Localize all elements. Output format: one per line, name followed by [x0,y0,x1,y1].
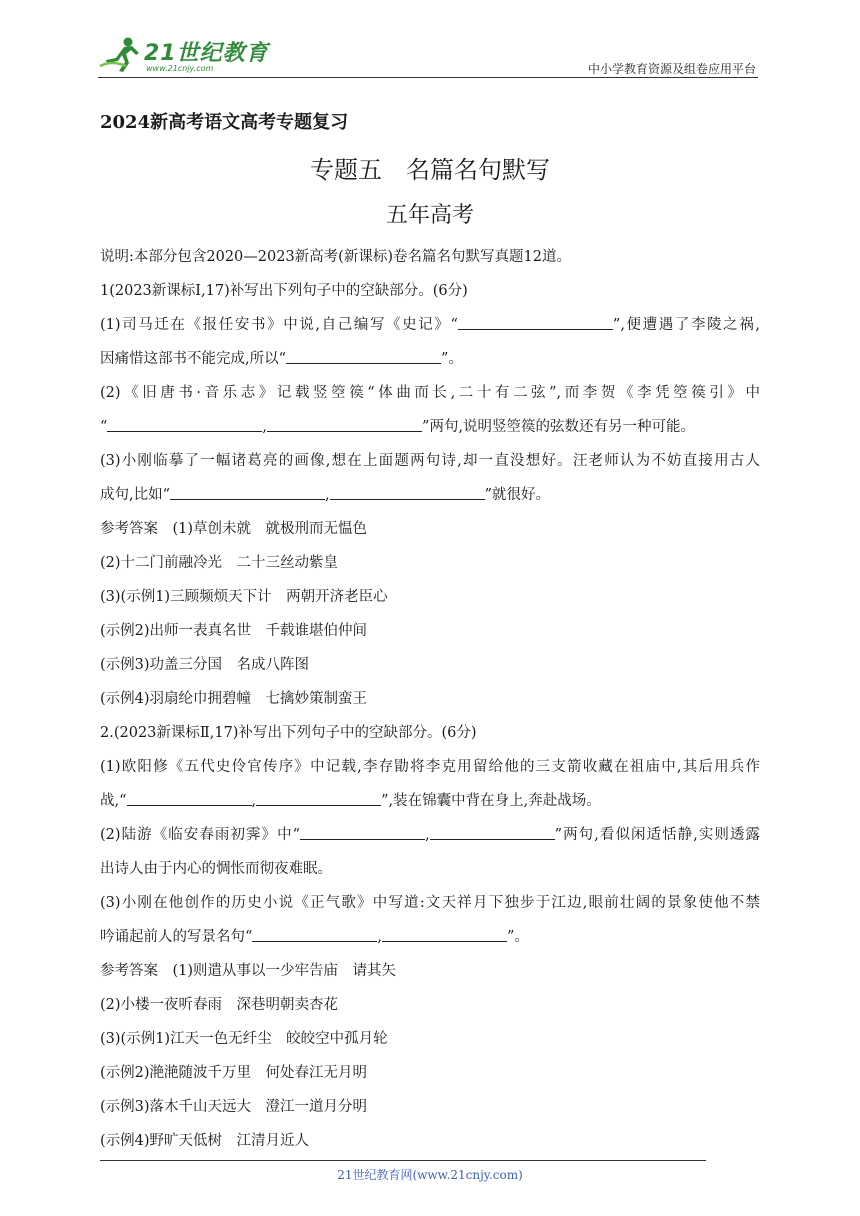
question-2-part-1: (1)欧阳修《五代史伶官传序》中记载,李存勖将李克用留给他的三支箭收藏在祖庙中,其后用兵作 [100,759,760,775]
platform-name: 中小学教育资源及组卷应用平台 [587,62,756,76]
answer-blank [107,417,262,432]
question-2-part-3: (3)小刚在他创作的历史小说《正气歌》中写道:文天祥月下独步于江边,眼前壮阔的景象使他不禁 [100,895,760,911]
answer-line: (3)(示例1)江天一色无纤尘 皎皎空中孤月轮 [100,1031,388,1047]
answer-line: (2)十二门前融冷光 二十三丝动紫皇 [100,555,339,571]
question-2-heading: 2.(2023新课标Ⅱ,17)补写出下列句子中的空缺部分。(6分) [100,725,477,741]
answer-blank [127,791,252,806]
answer-line: (示例2)出师一表真名世 千载谁堪伯仲间 [100,623,368,639]
answer-blank [286,349,441,364]
intro-note: 说明:本部分包含2020—2023新高考(新课标)卷名篇名句默写真题12道。 [100,249,571,265]
header-divider [98,77,758,78]
question-1-part-3: (3)小刚临摹了一幅诸葛亮的画像,想在上面题两句诗,却一直没想好。汪老师认为不妨直接用古人 [100,453,760,469]
answer-blank [267,417,422,432]
page-header [98,34,758,80]
answer-line: (示例4)野旷天低树 江清月近人 [100,1133,310,1149]
footer-text: 21世纪教育网(www.21cnjy.com) [337,1168,523,1182]
logo [98,34,269,78]
answer-line: (示例2)滟滟随波千万里 何处春江无月明 [100,1065,368,1081]
answer-line: (示例3)功盖三分国 名成八阵图 [100,657,310,673]
question-2-part-2-cont: 出诗人由于内心的惆怅而彻夜难眠。 [100,861,332,877]
answer-line: 参考答案 (1)草创未就 就极刑而无愠色 [100,521,368,537]
runner-logo-icon [98,36,142,74]
question-1-part-3-cont: 成句,比如“ , ”就很好。 [100,487,551,503]
answer-blank [458,315,613,330]
answer-blank [382,927,507,942]
topic-title: 专题五 名篇名句默写 [310,156,550,184]
answer-line: (2)小楼一夜听春雨 深巷明朝卖杏花 [100,997,339,1013]
section-subtitle: 五年高考 [385,203,474,228]
answer-line: 参考答案 (1)则遣从事以一少牢告庙 请其矢 [100,963,397,979]
answer-line: (3)(示例1)三顾频烦天下计 两朝开济老臣心 [100,589,388,605]
question-2-part-1-cont: 战,“ , ”,装在锦囊中背在身上,奔赴战场。 [100,793,601,809]
answer-line: (示例4)羽扇纶巾拥碧幢 七擒妙策制蛮王 [100,691,368,707]
question-1-part-1-cont: 因痛惜这部书不能完成,所以“ ”。 [100,351,463,367]
question-1-part-2: (2)《旧唐书·音乐志》记载竖箜篌“体曲而长,二十有二弦”,而李贺《李凭箜篌引》中 [100,385,760,401]
question-1-part-2-cont: “ , ”两句,说明竖箜篌的弦数还有另一种可能。 [100,419,696,435]
answer-blank [430,825,555,840]
answer-blank [252,927,377,942]
answer-blank [300,825,425,840]
answer-blank [170,485,325,500]
document-title: 2024新高考语文高考专题复习 [100,112,349,133]
question-2-part-3-cont: 吟诵起前人的写景名句“ , ”。 [100,929,529,945]
answer-line: (示例3)落木千山天远大 澄江一道月分明 [100,1099,368,1115]
logo-text: 21世纪教育 [144,41,269,66]
logo-url: www.21cnjy.com [146,64,214,73]
answer-blank [330,485,485,500]
question-2-part-2: (2)陆游《临安春雨初霁》中“ , ”两句,看似闲适恬静,实则透露 [100,827,761,843]
footer-divider [100,1160,706,1161]
question-1-part-1: (1)司马迁在《报任安书》中说,自己编写《史记》“ ”,便遭遇了李陵之祸, [100,317,760,333]
question-1-heading: 1(2023新课标Ⅰ,17)补写出下列句子中的空缺部分。(6分) [100,283,468,299]
answer-blank [256,791,381,806]
document-body [100,240,760,1158]
